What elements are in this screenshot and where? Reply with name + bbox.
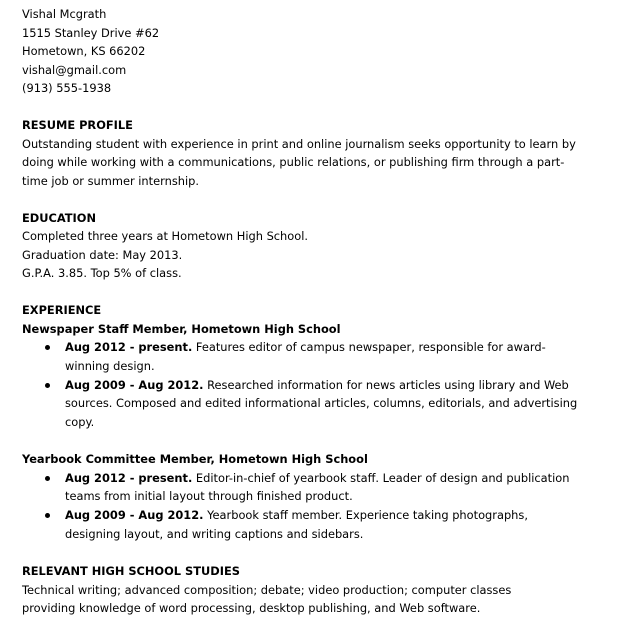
job-bullet [22,376,585,432]
bullet-icon [45,383,50,388]
job-bullet [22,506,585,543]
contact-block [22,5,621,98]
job-title: Yearbook Committee Member, Hometown High School [22,452,368,466]
profile-section [22,116,621,190]
contact-city: Hometown, KS 66202 [22,44,146,58]
job-bullet [22,338,585,375]
bullet-icon [45,513,50,518]
bullet-icon [45,345,50,350]
profile-heading: RESUME PROFILE [22,118,133,132]
studies-heading: RELEVANT HIGH SCHOOL STUDIES [22,564,240,578]
spacer [22,544,621,563]
contact-name: Vishal Mcgrath [22,7,107,21]
experience-heading: EXPERIENCE [22,303,102,317]
studies-text: Technical writing; advanced composition; debate; video production; computer classes providing knowledge of word processing, desktop publishing, and Web software. [22,582,512,615]
bullet-text: Editor-in-chief of yearbook staff. Leader of design and publication teams from initial layout through finished product. [65,470,570,503]
spacer [22,98,621,117]
job-entry [22,320,621,432]
bullet-date: Aug 2012 - present. [65,470,193,485]
education-line: Completed three years at Hometown High School. [22,229,309,243]
experience-section [22,301,621,543]
spacer [22,190,621,209]
bullet-text: Features editor of campus newspaper, responsible for award-winning design. [65,340,546,373]
spacer [22,283,621,302]
education-line: Graduation date: May 2013. [22,247,183,262]
bullet-date: Aug 2009 - Aug 2012. [65,377,204,392]
job-bullet-list [22,338,621,431]
bullet-text: Researched information for news articles using library and Web sources. Composed and edited informational articles, columns, editorials, and advertising copy. [65,377,578,429]
education-heading: EDUCATION [22,210,96,225]
job-entry [22,450,621,543]
bullet-text: Yearbook staff member. Experience taking photographs, designing layout, and writing captions and sidebars. [65,508,528,541]
bullet-date: Aug 2009 - Aug 2012. [65,508,204,522]
studies-section [22,562,621,618]
profile-text: Outstanding student with experience in print and online journalism seeks opportunity to learn by doing while working with a communications, public relations, or publishing firm through a part-time job or summer internship. [22,136,576,188]
bullet-date: Aug 2012 - present. [65,340,193,354]
spacer [22,432,621,451]
contact-phone: (913) 555-1938 [22,81,112,95]
bullet-icon [45,476,50,481]
education-line: G.P.A. 3.85. Top 5% of class. [22,266,182,280]
contact-address: 1515 Stanley Drive #62 [22,25,160,40]
job-bullet [22,469,585,506]
job-title: Newspaper Staff Member, Hometown High School [22,321,341,336]
contact-email: vishal@gmail.com [22,62,127,77]
education-section [22,209,621,283]
job-bullet-list [22,469,621,544]
